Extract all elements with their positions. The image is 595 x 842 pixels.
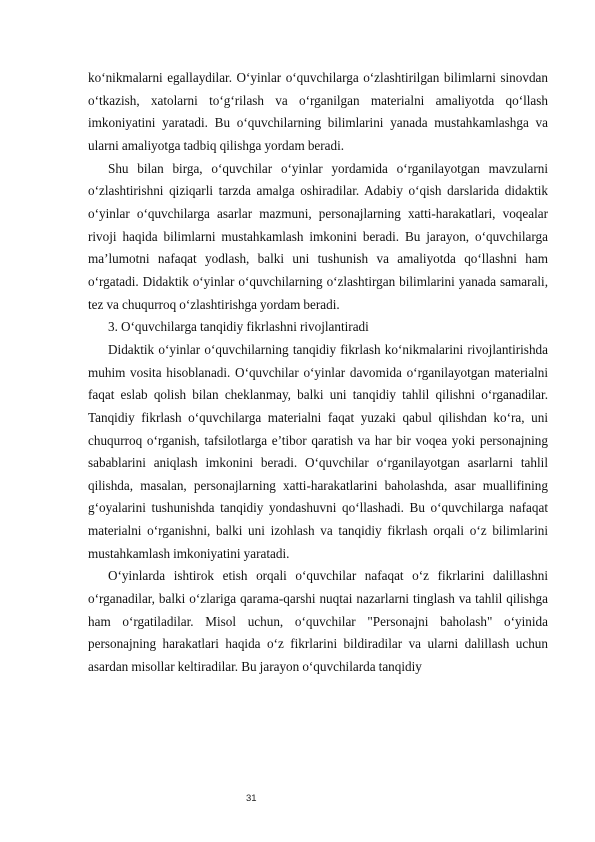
- paragraph-game-participation: O‘yinlarda ishtirok etish orqali o‘quvchilar nafaqat o‘z fikrlarini dalillashni o‘rganadilar, balki o‘zlariga qarama-qarshi nuqtai nazarlarni tinglash va tahlil qilishga ham o‘rgatiladilar. Misol uchun, o‘quvchilar "Personajni baholash" o‘yinida personajning harakatlari haqida o‘z fikrlarini bildiradilar va ularni dalillash uchun asardan misollar keltiradilar. Bu jarayon o‘quvchilarda tanqidiy: [88, 568, 548, 675]
- page-body: [88, 67, 548, 679]
- page-number: 31: [246, 793, 257, 804]
- paragraph-critical-thinking: Didaktik o‘yinlar o‘quvchilarning tanqidiy fikrlash ko‘nikmalarini rivojlantirishda muhim vosita hisoblanadi. O‘quvchilar o‘yinlar davomida o‘rganilayotgan materialni faqat eslab qolish bilan cheklanmay, balki uni tanqidiy tahlil qilishni o‘rganadilar. Tanqidiy fikrlash o‘quvchilarga materialni faqat yuzaki qabul qilishdan ko‘ra, uni chuqurroq o‘rganish, tafsilotlarga e’tibor qaratish va har bir voqea yoki personajning sabablarini aniqlash imkonini beradi. O‘quvchilar o‘rganilayotgan asarlarni tahlil qilishda, masalan, personajlarning xatti-harakatlarini baholashda, asar muallifining g‘oyalarini tushunishda tanqidiy yondashuvni qo‘llashadi. Bu o‘quvchilarga nafaqat materialni o‘rganishni, balki uni izohlash va tanqidiy fikrlash orqali o‘z bilimlarini mustahkamlash imkoniyatini yaratadi.: [88, 341, 548, 561]
- section-heading: 3. O‘quvchilarga tanqidiy fikrlashni rivojlantiradi: [108, 319, 369, 335]
- paragraph-continuation: ko‘nikmalarni egallaydilar. O‘yinlar o‘quvchilarga o‘zlashtirilgan bilimlarni sinovdan o‘tkazish, xatolarni to‘g‘rilash va o‘rganilgan materialni amaliyotda qo‘llash imkoniyatini yaratadi. Bu o‘quvchilarning bilimlarini yanada mustahkamlashga va ularni amaliyotga tadbiq qilishga yordam beradi.: [88, 70, 548, 153]
- paragraph-games-topics: Shu bilan birga, o‘quvchilar o‘yinlar yordamida o‘rganilayotgan mavzularni o‘zlashtirishni qiziqarli tarzda amalga oshiradilar. Adabiy o‘qish darslarida didaktik o‘yinlar o‘quvchilarga asarlar mazmuni, personajlarning xatti-harakatlari, voqealar rivoji haqida bilimlarni mustahkamlash imkonini beradi. Bu jarayon, o‘quvchilarga ma’lumotni nafaqat yodlash, balki uni tushunish va amaliyotda qo‘llashni ham o‘rgatadi. Didaktik o‘yinlar o‘quvchilarning o‘zlashtirgan bilimlarini yanada samarali, tez va chuqurroq o‘zlashtirishga yordam beradi.: [88, 160, 548, 312]
